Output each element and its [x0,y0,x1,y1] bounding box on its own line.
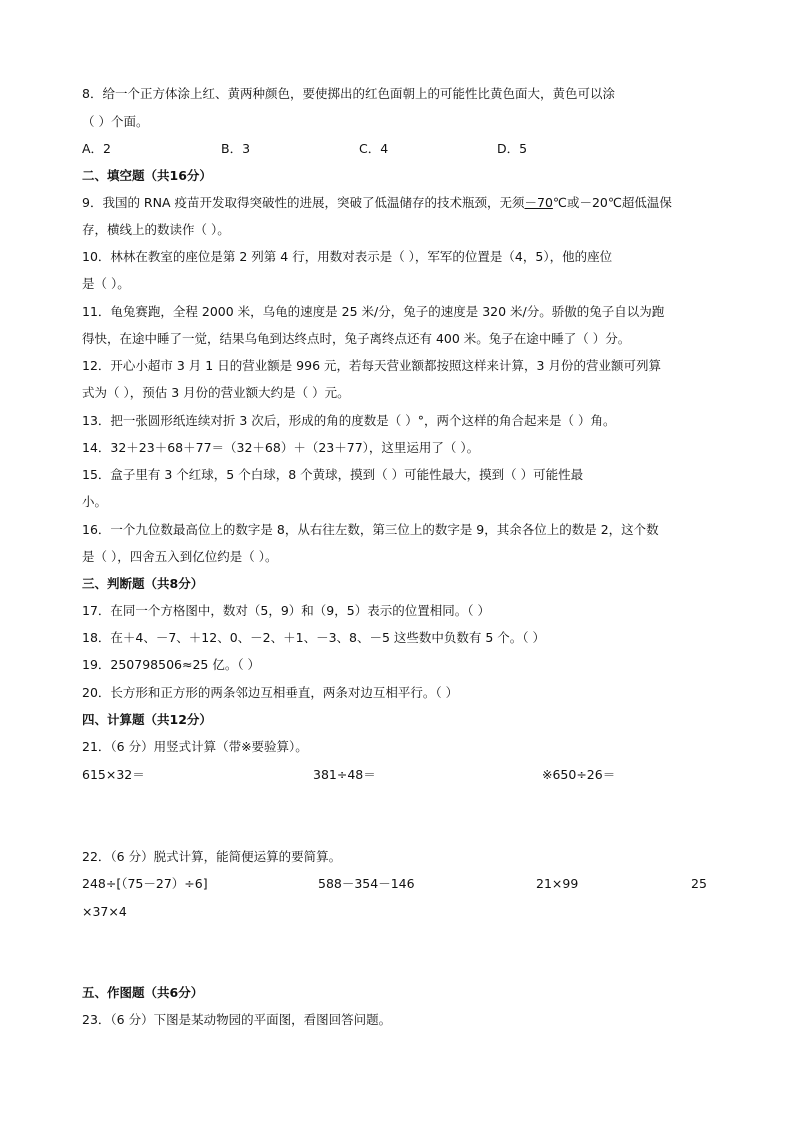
q22-item-1: 248÷[（75－27）÷6] [82,876,208,891]
q11-line2: 得快，在途中睡了一觉，结果乌龟到达终点时，兔子离终点还有 400 米。兔子在途中睡了（ ）分。 [82,331,631,346]
q19-line: 19．250798506≈25 亿。（ ） [82,657,261,672]
q8-option-d: D．5 [497,141,528,156]
q8-option-b: B．3 [221,141,251,156]
q15-line1: 15．盒子里有 3 个红球，5 个白球，8 个黄球，摸到（ ）可能性最大，摸到（ ）可能性最 [82,467,584,482]
q13-line: 13．把一张圆形纸连续对折 3 次后，形成的角的度数是（ ）°，两个这样的角合起来是（ ）角。 [82,413,616,428]
q22-title: 22．（6 分）脱式计算，能简便运算的要简算。 [82,849,342,864]
q8-line1: 8．给一个正方体涂上红、黄两种颜色，要使掷出的红色面朝上的可能性比黄色面大，黄色可以涂 [82,86,615,101]
section-true-false-title: 三、判断题（共8分） [82,576,204,591]
q9-line1 [82,195,672,211]
q12-line2: 式为（ ），预估 3 月份的营业额大约是（ ）元。 [82,385,350,400]
section-drawing-title: 五、作图题（共6分） [82,985,204,1000]
q15-line2: 小。 [82,494,108,509]
q21-item-2: 381÷48＝ [313,767,376,782]
q20-line: 20．长方形和正方形的两条邻边互相垂直，两条对边互相平行。（ ） [82,685,459,700]
q9-text-a: 9．我国的 RNA 疫苗开发取得突破性的进展，突破了低温储存的技术瓶颈，无须 [82,195,525,210]
q22-item-3: 21×99 [536,876,579,891]
section-fill-in-title: 二、填空题（共16分） [82,168,212,183]
q17-line: 17．在同一个方格图中，数对（5，9）和（9，5）表示的位置相同。（ ） [82,603,490,618]
q12-line1: 12．开心小超市 3 月 1 日的营业额是 996 元，若每天营业额都按照这样来计算，3 月份的营业额可列算 [82,358,661,373]
q10-line2: 是（ ）。 [82,276,130,291]
q23-line: 23．（6 分）下图是某动物园的平面图，看图回答问题。 [82,1012,392,1027]
q8-option-a: A．2 [82,141,112,156]
q9-underlined-number: －70 [524,195,553,210]
q18-line: 18．在＋4、－7、＋12、0、－2、＋1、－3、8、－5 这些数中负数有 5 个。（ ） [82,630,546,645]
section-calculation-title: 四、计算题（共12分） [82,712,212,727]
q8-line2: （ ）个面。 [82,114,149,129]
q22-item-2: 588－354－146 [318,876,415,891]
q21-item-1: 615×32＝ [82,767,145,782]
q22-item-4-continued: ×37×4 [82,904,127,919]
q21-item-3: ※650÷26＝ [542,767,616,782]
q8-option-c: C．4 [359,141,389,156]
q10-line1: 10．林林在教室的座位是第 2 列第 4 行，用数对表示是（ ），军军的位置是（4，5），他的座位 [82,249,613,264]
q21-title: 21．（6 分）用竖式计算（带※要验算）。 [82,739,308,754]
q14-line: 14．32＋23＋68＋77＝（32＋68）＋（23＋77），这里运用了（ ）。 [82,440,480,455]
q16-line2: 是（ ），四舍五入到亿位约是（ ）。 [82,549,278,564]
q9-line2: 存，横线上的数读作（ ）。 [82,222,230,237]
q9-text-b: ℃或－20℃超低温保 [552,195,672,210]
q22-item-4: 25 [691,876,707,891]
q16-line1: 16．一个九位数最高位上的数字是 8，从右往左数，第三位上的数字是 9，其余各位上的数是 2，这个数 [82,522,659,537]
q11-line1: 11．龟兔赛跑，全程 2000 米，乌龟的速度是 25 米/分，兔子的速度是 320 米/分。骄傲的兔子自以为跑 [82,304,665,319]
